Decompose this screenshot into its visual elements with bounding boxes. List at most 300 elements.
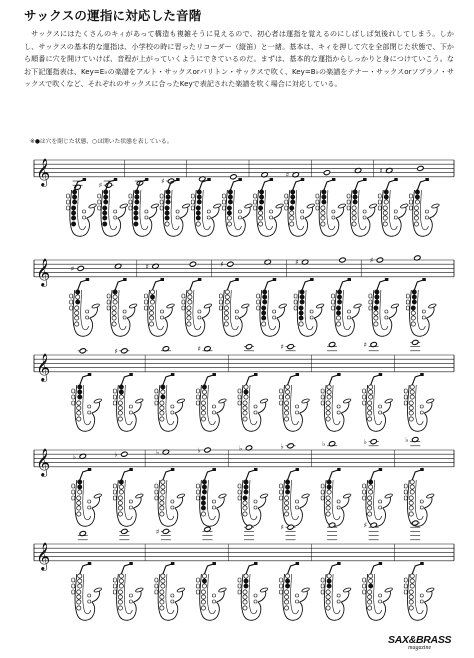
closed-key-dot <box>353 190 357 194</box>
open-key-circle <box>77 600 81 604</box>
sax-side-key <box>98 206 101 210</box>
note-head <box>121 451 128 457</box>
sax-neck <box>230 180 239 190</box>
sax-mouthpiece <box>114 178 118 181</box>
closed-key-dot <box>291 195 295 199</box>
sax-mouthpiece <box>420 562 424 565</box>
open-key-circle <box>118 506 122 510</box>
sax-neck <box>324 180 333 190</box>
open-key-circle <box>161 485 165 489</box>
sax-side-key <box>196 578 199 582</box>
open-key-circle <box>284 496 288 500</box>
sax-side-key <box>285 206 288 210</box>
closed-key-dot <box>166 195 170 199</box>
closed-key-dot <box>300 295 304 299</box>
saxophone-diagram <box>196 373 226 431</box>
sax-side-key <box>363 401 366 405</box>
closed-key-dot <box>412 300 416 304</box>
open-key-circle <box>161 390 165 394</box>
open-key-circle <box>284 411 288 415</box>
sax-bell-rim <box>301 587 310 593</box>
sax-side-key <box>191 206 194 210</box>
saxophone-diagram <box>238 373 268 431</box>
sax-side-key <box>404 401 407 405</box>
open-key-circle <box>368 512 372 516</box>
sax-bell-rim <box>306 203 315 209</box>
sax-side-key <box>270 216 273 219</box>
sax-neck <box>371 470 380 480</box>
sax-bell-rim <box>93 398 102 404</box>
sax-side-key <box>409 200 412 204</box>
sax-side-key <box>160 206 163 210</box>
sax-mouthpiece <box>425 178 429 181</box>
sax-side-key <box>394 210 397 213</box>
sax-side-key <box>113 389 116 393</box>
open-key-circle <box>224 311 228 315</box>
sax-neck <box>262 180 271 190</box>
closed-key-dot <box>202 579 206 583</box>
closed-key-dot <box>384 190 388 194</box>
closed-key-dot <box>327 485 331 489</box>
open-key-circle <box>196 222 200 226</box>
row-svg <box>28 436 456 536</box>
sax-side-key <box>155 389 158 393</box>
sax-side-key <box>379 506 382 509</box>
open-key-circle <box>410 490 414 494</box>
closed-key-dot <box>71 206 75 210</box>
open-key-circle <box>352 211 356 215</box>
sax-side-key <box>196 590 199 594</box>
fingering-row-5 <box>28 521 456 630</box>
saxophone-diagram <box>280 468 310 526</box>
saxophone-diagram <box>257 278 287 336</box>
open-key-circle <box>77 595 81 599</box>
sax-side-key <box>301 216 304 219</box>
sax-side-key <box>238 389 241 393</box>
open-key-circle <box>299 322 303 326</box>
accidental-sign: ♭ <box>72 452 77 461</box>
open-key-circle <box>409 417 413 421</box>
sax-side-key <box>145 210 148 213</box>
sax-side-key <box>219 306 222 310</box>
closed-key-dot <box>196 216 200 220</box>
open-key-circle <box>227 222 231 226</box>
sax-bell-rim <box>218 398 227 404</box>
accidental-sign: ♭ <box>155 448 160 457</box>
open-key-circle <box>118 406 122 410</box>
sax-side-key <box>212 500 215 503</box>
open-key-circle <box>77 501 81 505</box>
open-key-circle <box>187 311 191 315</box>
open-key-circle <box>118 595 122 599</box>
closed-key-dot <box>262 316 266 320</box>
sax-side-key <box>222 206 225 210</box>
open-key-circle <box>75 311 79 315</box>
legend-note: ※●は穴を閉じた状態、○は開いた状態を表している。 <box>30 139 173 145</box>
open-key-circle <box>368 590 372 594</box>
closed-key-dot <box>244 390 248 394</box>
sax-neck <box>163 375 172 385</box>
sax-side-key <box>337 506 340 509</box>
sax-side-key <box>378 194 381 198</box>
sax-bell-rim <box>135 398 144 404</box>
sax-side-key <box>238 216 241 219</box>
sax-neck <box>412 470 421 480</box>
sax-side-key <box>155 584 158 588</box>
sax-side-key <box>363 496 366 500</box>
open-key-circle <box>284 406 288 410</box>
sax-side-key <box>321 496 324 500</box>
sax-side-key <box>369 294 372 298</box>
sax-mouthpiece <box>207 178 211 181</box>
sax-bell-rim <box>93 587 102 593</box>
closed-key-dot <box>166 200 170 204</box>
open-key-circle <box>119 574 123 578</box>
open-key-circle <box>409 606 413 610</box>
sax-side-key <box>337 594 340 597</box>
closed-key-dot <box>196 206 200 210</box>
sax-side-key <box>379 405 382 408</box>
open-key-circle <box>201 411 205 415</box>
sax-mouthpiece <box>161 278 165 281</box>
sax-bell-rim <box>369 203 378 209</box>
open-key-circle <box>160 401 164 405</box>
open-key-circle <box>369 485 373 489</box>
saxophone-diagram <box>191 178 221 236</box>
sax-side-key <box>321 484 324 488</box>
accidental-sign: ♭ <box>405 436 409 444</box>
logo-title: SAX&BRASS <box>388 634 452 646</box>
open-key-circle <box>187 316 191 320</box>
open-key-circle <box>368 401 372 405</box>
sax-bell-rim <box>177 493 186 499</box>
open-key-circle <box>78 574 82 578</box>
open-key-circle <box>201 595 205 599</box>
open-key-circle <box>284 501 288 505</box>
open-key-circle <box>225 300 229 304</box>
note-head <box>287 344 294 350</box>
open-key-circle <box>77 506 81 510</box>
sax-bell-rim <box>91 303 100 309</box>
accidental-sign: ♯ <box>155 527 160 536</box>
sax-side-key <box>113 490 116 494</box>
sax-side-key <box>363 210 366 213</box>
sax-neck <box>386 180 395 190</box>
sax-side-key <box>332 216 335 219</box>
closed-key-dot <box>336 311 340 315</box>
closed-key-dot <box>228 190 232 194</box>
sax-side-key <box>404 590 407 594</box>
sax-neck <box>227 280 236 290</box>
saxophone-diagram <box>155 562 185 620</box>
saxophone-diagram <box>363 562 393 620</box>
sax-bell-rim <box>218 587 227 593</box>
sax-mouthpiece <box>212 562 216 565</box>
saxophone-diagram <box>222 178 252 236</box>
sax-side-key <box>182 306 185 310</box>
open-key-circle <box>77 512 81 516</box>
sax-side-key <box>310 310 313 313</box>
sax-bell-rim <box>301 493 310 499</box>
sax-side-key <box>212 594 215 597</box>
closed-key-dot <box>113 290 117 294</box>
sax-neck <box>163 470 172 480</box>
open-key-circle <box>284 506 288 510</box>
sax-mouthpiece <box>301 178 305 181</box>
open-key-circle <box>243 512 247 516</box>
sax-side-key <box>409 206 412 210</box>
closed-key-dot <box>290 206 294 210</box>
saxophone-diagram <box>219 278 249 336</box>
accidental-sign: ♯ <box>280 523 284 532</box>
closed-key-dot <box>104 195 108 199</box>
sax-side-key <box>72 395 75 399</box>
sax-bell-rim <box>218 493 227 499</box>
sax-side-key <box>70 300 73 304</box>
sax-side-key <box>83 216 86 219</box>
saxophone-diagram <box>145 278 175 336</box>
open-key-circle <box>160 595 164 599</box>
closed-key-dot <box>119 390 123 394</box>
closed-key-dot <box>202 485 206 489</box>
closed-key-dot <box>411 306 415 310</box>
saxophone-diagram <box>98 178 128 236</box>
sax-side-key <box>404 584 407 588</box>
sax-side-key <box>98 200 101 204</box>
note-head <box>121 348 128 354</box>
open-key-circle <box>415 200 419 204</box>
closed-key-dot <box>228 195 232 199</box>
open-key-circle <box>409 411 413 415</box>
saxophone-diagram <box>72 468 102 526</box>
sax-side-key <box>296 405 299 408</box>
saxophone-diagram <box>378 178 408 236</box>
open-key-circle <box>321 222 325 226</box>
accidental-sign: ♯ <box>285 171 290 180</box>
closed-key-dot <box>202 480 206 484</box>
open-key-circle <box>369 579 373 583</box>
open-key-circle <box>112 311 116 315</box>
sax-side-key <box>378 200 381 204</box>
sax-side-key <box>207 210 210 213</box>
open-key-circle <box>369 574 373 578</box>
open-key-circle <box>118 606 122 610</box>
open-key-circle <box>411 322 415 326</box>
saxophone-diagram <box>113 468 143 526</box>
sax-side-key <box>332 294 335 298</box>
accidental-sign: ♯ <box>379 167 383 175</box>
open-key-circle <box>160 406 164 410</box>
closed-key-dot <box>135 190 139 194</box>
open-key-circle <box>352 216 356 220</box>
sax-side-key <box>198 310 201 313</box>
closed-key-dot <box>299 311 303 315</box>
sax-side-key <box>88 594 91 597</box>
saxophone-diagram <box>363 373 393 431</box>
sax-mouthpiece <box>363 178 367 181</box>
sax-side-key <box>176 210 179 213</box>
sax-neck <box>204 375 213 385</box>
open-key-circle <box>411 316 415 320</box>
sax-neck <box>329 564 338 574</box>
sax-side-key <box>332 306 335 310</box>
open-key-circle <box>374 322 378 326</box>
open-key-circle <box>368 417 372 421</box>
open-key-circle <box>414 216 418 220</box>
sax-side-key <box>123 316 126 319</box>
open-key-circle <box>150 300 154 304</box>
open-key-circle <box>321 216 325 220</box>
closed-key-dot <box>243 496 247 500</box>
sax-side-key <box>280 484 283 488</box>
open-key-circle <box>77 406 81 410</box>
open-key-circle <box>368 600 372 604</box>
sax-mouthpiece <box>171 468 175 471</box>
closed-key-dot <box>227 211 231 215</box>
open-key-circle <box>262 322 266 326</box>
sax-side-key <box>107 306 110 310</box>
sax-side-key <box>171 594 174 597</box>
sax-mouthpiece <box>176 178 180 181</box>
sax-mouthpiece <box>254 562 258 565</box>
sax-side-key <box>107 300 110 304</box>
sax-mouthpiece <box>385 278 389 281</box>
sax-side-key <box>285 200 288 204</box>
sax-bell-rim <box>353 303 362 309</box>
sax-bell-rim <box>260 587 269 593</box>
sax-side-key <box>72 590 75 594</box>
sax-side-key <box>86 316 89 319</box>
saxophone-diagram <box>332 278 362 336</box>
open-key-circle <box>326 401 330 405</box>
open-key-circle <box>224 316 228 320</box>
sax-side-key <box>280 401 283 405</box>
sax-mouthpiece <box>123 278 127 281</box>
open-key-circle <box>326 411 330 415</box>
open-key-circle <box>321 206 325 210</box>
closed-key-dot <box>161 385 165 389</box>
saxophone-diagram <box>285 178 315 236</box>
sax-bell-rim <box>343 493 352 499</box>
open-key-circle <box>409 512 413 516</box>
sax-bell-rim <box>343 587 352 593</box>
closed-key-dot <box>78 390 82 394</box>
open-key-circle <box>243 501 247 505</box>
sax-side-key <box>88 506 91 509</box>
sax-side-key <box>72 496 75 500</box>
sax-side-key <box>321 389 324 393</box>
sax-side-key <box>238 496 241 500</box>
sax-side-key <box>219 294 222 298</box>
closed-key-dot <box>202 385 206 389</box>
sax-mouthpiece <box>129 468 133 471</box>
fingering-row-3 <box>28 341 456 441</box>
sax-mouthpiece <box>129 562 133 565</box>
open-key-circle <box>160 417 164 421</box>
sax-side-key <box>212 411 215 414</box>
saxophone-diagram <box>404 562 434 620</box>
sax-mouthpiece <box>379 468 383 471</box>
sax-side-key <box>280 389 283 393</box>
sax-side-key <box>347 206 350 210</box>
open-key-circle <box>384 200 388 204</box>
note-head <box>227 261 234 267</box>
open-key-circle <box>244 395 248 399</box>
accidental-sign: ♯ <box>295 258 299 267</box>
sax-neck <box>412 375 421 385</box>
open-key-circle <box>161 579 165 583</box>
sax-bell-rim <box>119 203 128 209</box>
sax-side-key <box>379 411 382 414</box>
closed-key-dot <box>244 480 248 484</box>
sax-bell-rim <box>151 203 160 209</box>
open-key-circle <box>243 401 247 405</box>
sax-side-key <box>160 200 163 204</box>
sax-neck <box>329 375 338 385</box>
sax-side-key <box>113 401 116 405</box>
sax-side-key <box>155 490 158 494</box>
note-head <box>230 174 237 180</box>
open-key-circle <box>160 590 164 594</box>
closed-key-dot <box>72 195 76 199</box>
open-key-circle <box>410 579 414 583</box>
saxophone-diagram <box>67 178 97 236</box>
open-key-circle <box>165 222 169 226</box>
open-key-circle <box>160 496 164 500</box>
open-key-circle <box>290 222 294 226</box>
sax-neck <box>190 280 199 290</box>
sax-side-key <box>196 395 199 399</box>
sax-side-key <box>86 310 89 313</box>
closed-key-dot <box>134 206 138 210</box>
sax-side-key <box>196 401 199 405</box>
sax-mouthpiece <box>212 373 216 376</box>
sax-side-key <box>155 401 158 405</box>
open-key-circle <box>244 385 248 389</box>
open-key-circle <box>368 411 372 415</box>
row-svg <box>28 341 456 441</box>
open-key-circle <box>119 584 123 588</box>
saxophone-diagram <box>155 373 185 431</box>
open-key-circle <box>409 600 413 604</box>
open-key-circle <box>284 600 288 604</box>
note-head <box>323 170 330 176</box>
closed-key-dot <box>103 206 107 210</box>
closed-key-dot <box>228 200 232 204</box>
sax-bell-rim <box>135 587 144 593</box>
sax-bell-rim <box>129 303 138 309</box>
open-key-circle <box>258 222 262 226</box>
sax-side-key <box>198 316 201 319</box>
sax-side-key <box>296 411 299 414</box>
sax-bell-rim <box>384 587 393 593</box>
sax-bell-rim <box>241 303 250 309</box>
sax-bell-rim <box>213 203 222 209</box>
open-key-circle <box>285 385 289 389</box>
sax-side-key <box>196 584 199 588</box>
open-key-circle <box>327 574 331 578</box>
sax-mouthpiece <box>145 178 149 181</box>
open-key-circle <box>284 401 288 405</box>
sax-side-key <box>363 590 366 594</box>
closed-key-dot <box>369 480 373 484</box>
closed-key-dot <box>263 300 267 304</box>
saxophone-diagram <box>369 278 399 336</box>
sax-side-key <box>363 395 366 399</box>
open-key-circle <box>326 512 330 516</box>
sax-side-key <box>316 206 319 210</box>
sax-side-key <box>171 600 174 603</box>
